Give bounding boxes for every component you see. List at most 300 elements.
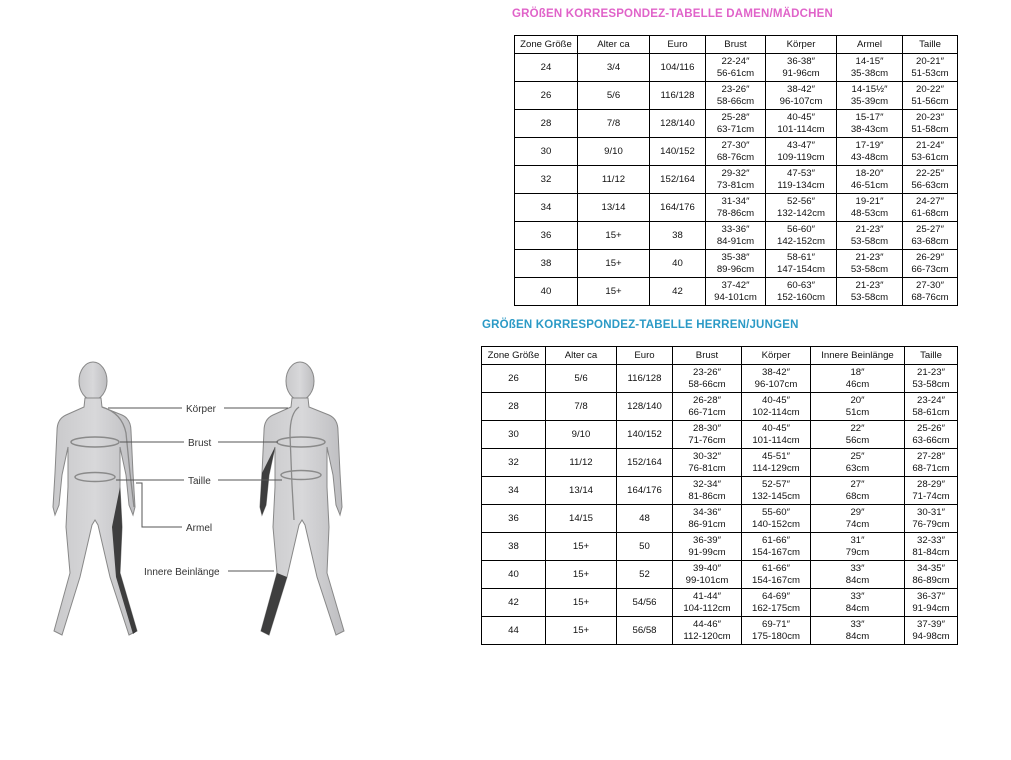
women-table-cell	[903, 250, 958, 278]
women-table-cell: 40	[650, 250, 706, 278]
value-cm: 58-66cm	[688, 378, 726, 390]
men-table-cell	[811, 561, 905, 589]
value-cm: 58-66cm	[716, 95, 755, 107]
value-cm: 84cm	[845, 630, 870, 642]
value-cm: 86-91cm	[688, 518, 726, 530]
value-inches: 26-29″	[916, 252, 944, 263]
women-table-cell: 32	[515, 166, 578, 194]
men-table-cell: 15+	[546, 589, 617, 617]
men-size-table-title: GRÖßEN KORRESPONDEZ-TABELLE HERREN/JUNGEN	[482, 319, 799, 331]
value-cm: 132-145cm	[752, 490, 800, 502]
value-inches: 37-39″	[917, 619, 945, 630]
men-table-cell	[811, 617, 905, 645]
value-cm: 51-58cm	[911, 123, 949, 135]
women-table-cell	[706, 54, 766, 82]
label-inseam: Innere Beinlänge	[144, 567, 220, 578]
measurement-figures-diagram	[38, 355, 368, 645]
men-table-cell: 34	[482, 477, 546, 505]
value-cm: 84-91cm	[716, 235, 755, 247]
women-table-cell	[837, 166, 903, 194]
value-inches: 64-69″	[762, 591, 790, 602]
table-row	[482, 365, 958, 393]
women-table-header	[515, 36, 958, 54]
women-table-cell	[903, 166, 958, 194]
value-cm: 132-142cm	[777, 207, 825, 219]
value-inches: 23-24″	[917, 395, 945, 406]
value-cm: 94-101cm	[714, 291, 757, 303]
value-inches: 34-35″	[917, 563, 945, 574]
value-inches: 25-28″	[721, 112, 750, 123]
value-inches: 23-26″	[721, 84, 750, 95]
men-table-cell: 128/140	[617, 393, 673, 421]
men-table-cell	[905, 393, 958, 421]
men-table-cell	[905, 533, 958, 561]
value-cm: 99-101cm	[685, 574, 729, 586]
women-table-cell	[706, 222, 766, 250]
value-cm: 51-53cm	[911, 67, 949, 79]
value-inches: 22-24″	[721, 56, 750, 67]
men-table-cell	[811, 421, 905, 449]
value-inches: 41-44″	[693, 591, 721, 602]
value-inches: 47-53″	[787, 168, 815, 179]
value-cm: 91-96cm	[782, 67, 820, 79]
men-table-cell: 54/56	[617, 589, 673, 617]
value-cm: 53-58cm	[850, 235, 889, 247]
value-cm: 76-79cm	[912, 518, 950, 530]
women-table-cell	[766, 222, 837, 250]
value-cm: 101-114cm	[777, 123, 825, 135]
women-table-cell	[837, 138, 903, 166]
men-table-cell	[905, 561, 958, 589]
men-table-cell: 15+	[546, 561, 617, 589]
women-table-cell: 116/128	[650, 82, 706, 110]
women-header-row	[515, 36, 958, 54]
value-inches: 29″	[850, 507, 865, 518]
women-table-cell	[766, 194, 837, 222]
value-inches: 23-26″	[693, 367, 721, 378]
value-inches: 33″	[850, 563, 865, 574]
table-row	[515, 166, 958, 194]
table-row	[482, 449, 958, 477]
value-inches: 21-23″	[855, 224, 884, 235]
label-sleeve: Armel	[186, 523, 213, 534]
value-cm: 96-107cm	[779, 95, 823, 107]
women-table-cell: 104/116	[650, 54, 706, 82]
women-table-cell	[706, 166, 766, 194]
women-table-cell	[837, 110, 903, 138]
value-inches: 40-45″	[762, 395, 790, 406]
men-table-cell	[905, 365, 958, 393]
value-inches: 29-32″	[721, 168, 750, 179]
value-inches: 33-36″	[721, 224, 750, 235]
table-row	[482, 505, 958, 533]
women-table-cell: 11/12	[578, 166, 650, 194]
men-table-cell	[742, 533, 811, 561]
table-row	[515, 194, 958, 222]
value-cm: 79cm	[845, 546, 870, 558]
men-table-cell: 5/6	[546, 365, 617, 393]
table-row	[482, 561, 958, 589]
women-table-cell	[837, 54, 903, 82]
women-table-cell: 30	[515, 138, 578, 166]
women-size-table	[514, 35, 958, 306]
men-table-cell	[742, 449, 811, 477]
value-inches: 38-42″	[787, 84, 815, 95]
women-header-cell: Euro	[650, 36, 706, 54]
value-inches: 24-27″	[916, 196, 944, 207]
value-inches: 61-66″	[762, 535, 790, 546]
value-inches: 32-34″	[693, 479, 721, 490]
men-size-table	[481, 346, 958, 645]
value-inches: 18″	[850, 367, 865, 378]
women-table-cell	[903, 110, 958, 138]
back-figure-head	[286, 362, 314, 400]
men-table-cell	[905, 421, 958, 449]
women-table-cell	[706, 110, 766, 138]
table-row	[482, 421, 958, 449]
value-inches: 27-30″	[916, 280, 944, 291]
table-row	[515, 222, 958, 250]
value-inches: 56-60″	[787, 224, 815, 235]
men-table-cell	[742, 505, 811, 533]
value-cm: 66-73cm	[911, 263, 949, 275]
value-inches: 33″	[850, 591, 865, 602]
value-inches: 36-38″	[787, 56, 815, 67]
men-table-header	[482, 347, 958, 365]
men-table-cell	[673, 589, 742, 617]
women-table-cell	[706, 82, 766, 110]
men-table-cell	[673, 617, 742, 645]
women-table-cell	[766, 54, 837, 82]
value-inches: 38-42″	[762, 367, 790, 378]
value-inches: 45-51″	[762, 451, 790, 462]
value-cm: 84cm	[845, 574, 870, 586]
value-inches: 18-20″	[855, 168, 884, 179]
front-figure	[53, 362, 137, 635]
table-row	[515, 110, 958, 138]
value-inches: 37-42″	[721, 280, 750, 291]
value-inches: 20″	[850, 395, 865, 406]
women-table-cell: 164/176	[650, 194, 706, 222]
value-inches: 61-66″	[762, 563, 790, 574]
value-inches: 14-15½″	[851, 84, 888, 95]
men-table-cell	[673, 477, 742, 505]
value-cm: 35-38cm	[850, 67, 889, 79]
value-cm: 38-43cm	[850, 123, 889, 135]
value-inches: 33″	[850, 619, 865, 630]
women-table-cell: 36	[515, 222, 578, 250]
value-cm: 61-68cm	[911, 207, 949, 219]
men-table-cell	[742, 365, 811, 393]
value-cm: 68-71cm	[912, 462, 950, 474]
women-table-cell	[837, 222, 903, 250]
label-waist: Taille	[188, 476, 211, 487]
value-inches: 27″	[850, 479, 865, 490]
table-row	[515, 278, 958, 306]
women-table-cell	[706, 278, 766, 306]
women-table-cell: 128/140	[650, 110, 706, 138]
women-table-cell	[766, 82, 837, 110]
men-table-cell: 26	[482, 365, 546, 393]
value-cm: 154-167cm	[752, 574, 800, 586]
value-inches: 31-34″	[721, 196, 750, 207]
value-cm: 109-119cm	[777, 151, 825, 163]
value-cm: 147-154cm	[777, 263, 825, 275]
men-table-cell	[673, 449, 742, 477]
men-table-cell	[673, 561, 742, 589]
men-table-cell: 140/152	[617, 421, 673, 449]
women-table-cell	[837, 194, 903, 222]
men-table-cell	[905, 477, 958, 505]
value-cm: 51cm	[845, 406, 870, 418]
women-table-cell: 34	[515, 194, 578, 222]
men-table-cell: 7/8	[546, 393, 617, 421]
men-table-cell	[811, 365, 905, 393]
women-table-cell	[706, 194, 766, 222]
value-cm: 63-68cm	[911, 235, 949, 247]
value-inches: 27-28″	[917, 451, 945, 462]
value-inches: 22-25″	[916, 168, 944, 179]
table-row	[482, 393, 958, 421]
value-cm: 71-76cm	[688, 434, 726, 446]
men-header-cell: Innere Beinlänge	[811, 347, 905, 365]
men-table-cell: 48	[617, 505, 673, 533]
value-cm: 56-63cm	[911, 179, 949, 191]
value-cm: 89-96cm	[716, 263, 755, 275]
women-table-cell	[903, 222, 958, 250]
table-row	[482, 533, 958, 561]
men-table-cell	[811, 589, 905, 617]
table-row	[482, 477, 958, 505]
women-table-cell: 7/8	[578, 110, 650, 138]
men-table-cell: 32	[482, 449, 546, 477]
women-table-cell: 42	[650, 278, 706, 306]
value-cm: 46cm	[845, 378, 870, 390]
women-table-cell	[903, 194, 958, 222]
value-cm: 104-112cm	[683, 602, 731, 614]
men-table-cell: 9/10	[546, 421, 617, 449]
value-cm: 154-167cm	[752, 546, 800, 558]
value-cm: 58-61cm	[912, 406, 950, 418]
back-figure	[260, 362, 344, 635]
women-header-cell: Körper	[766, 36, 837, 54]
value-inches: 27-30″	[721, 140, 750, 151]
value-inches: 28-29″	[917, 479, 945, 490]
women-table-cell: 38	[515, 250, 578, 278]
value-inches: 39-40″	[693, 563, 721, 574]
women-header-cell: Alter ca	[578, 36, 650, 54]
value-cm: 53-58cm	[912, 378, 950, 390]
value-cm: 91-94cm	[912, 602, 950, 614]
women-table-cell	[706, 250, 766, 278]
value-cm: 46-51cm	[850, 179, 889, 191]
men-table-cell: 152/164	[617, 449, 673, 477]
men-table-cell	[673, 365, 742, 393]
women-table-cell	[766, 278, 837, 306]
value-cm: 56cm	[845, 434, 870, 446]
men-table-cell: 11/12	[546, 449, 617, 477]
value-cm: 63-71cm	[716, 123, 755, 135]
women-table-cell	[766, 110, 837, 138]
value-inches: 60-63″	[787, 280, 815, 291]
men-header-row	[482, 347, 958, 365]
women-table-cell: 15+	[578, 278, 650, 306]
men-table-body	[482, 365, 958, 645]
value-inches: 21-24″	[916, 140, 944, 151]
men-table-cell	[673, 533, 742, 561]
value-inches: 25-27″	[916, 224, 944, 235]
value-cm: 51-56cm	[911, 95, 949, 107]
table-row	[515, 138, 958, 166]
women-header-cell: Taille	[903, 36, 958, 54]
men-table-cell: 30	[482, 421, 546, 449]
value-cm: 81-86cm	[688, 490, 726, 502]
men-table-cell: 44	[482, 617, 546, 645]
women-table-cell	[903, 278, 958, 306]
value-inches: 34-36″	[693, 507, 721, 518]
value-cm: 84cm	[845, 602, 870, 614]
value-inches: 28-30″	[693, 423, 721, 434]
women-header-cell: Brust	[706, 36, 766, 54]
value-cm: 66-71cm	[688, 406, 726, 418]
value-inches: 20-21″	[916, 56, 944, 67]
men-table-cell: 28	[482, 393, 546, 421]
value-cm: 112-120cm	[683, 630, 731, 642]
value-cm: 101-114cm	[752, 434, 800, 446]
value-cm: 81-84cm	[912, 546, 950, 558]
women-table-cell	[766, 166, 837, 194]
men-table-cell	[742, 477, 811, 505]
women-table-cell: 24	[515, 54, 578, 82]
value-inches: 20-23″	[916, 112, 944, 123]
value-cm: 142-152cm	[777, 235, 825, 247]
women-table-cell	[837, 250, 903, 278]
table-row	[515, 250, 958, 278]
women-table-cell	[903, 138, 958, 166]
men-table-cell: 40	[482, 561, 546, 589]
value-inches: 20-22″	[916, 84, 944, 95]
value-cm: 119-134cm	[777, 179, 825, 191]
men-header-cell: Brust	[673, 347, 742, 365]
men-table-cell: 38	[482, 533, 546, 561]
value-inches: 55-60″	[762, 507, 790, 518]
men-table-cell	[905, 505, 958, 533]
value-inches: 19-21″	[855, 196, 884, 207]
men-header-cell: Alter ca	[546, 347, 617, 365]
men-table-cell	[905, 449, 958, 477]
men-table-cell: 36	[482, 505, 546, 533]
women-table-body	[515, 54, 958, 306]
women-table-cell	[766, 138, 837, 166]
table-row	[482, 589, 958, 617]
women-table-cell	[903, 82, 958, 110]
value-cm: 53-58cm	[850, 263, 889, 275]
value-cm: 86-89cm	[912, 574, 950, 586]
value-inches: 52-56″	[787, 196, 815, 207]
value-cm: 56-61cm	[716, 67, 755, 79]
value-cm: 63-66cm	[912, 434, 950, 446]
men-table-cell	[673, 393, 742, 421]
value-inches: 26-28″	[693, 395, 721, 406]
value-inches: 31″	[850, 535, 865, 546]
value-cm: 74cm	[845, 518, 870, 530]
women-table-cell: 28	[515, 110, 578, 138]
men-table-cell	[811, 449, 905, 477]
table-row	[515, 54, 958, 82]
women-table-cell: 15+	[578, 250, 650, 278]
value-cm: 114-129cm	[752, 462, 800, 474]
value-inches: 44-46″	[693, 619, 721, 630]
women-header-cell: Zone Größe	[515, 36, 578, 54]
men-table-cell: 15+	[546, 533, 617, 561]
men-table-cell	[811, 477, 905, 505]
women-table-cell: 15+	[578, 222, 650, 250]
men-table-cell: 15+	[546, 617, 617, 645]
value-inches: 21-23″	[917, 367, 945, 378]
value-cm: 53-58cm	[850, 291, 889, 303]
men-table-cell: 13/14	[546, 477, 617, 505]
men-table-cell	[673, 421, 742, 449]
value-inches: 35-38″	[721, 252, 750, 263]
men-table-cell	[742, 393, 811, 421]
sleeve-leader	[136, 483, 182, 527]
women-header-cell: Armel	[837, 36, 903, 54]
value-cm: 68cm	[845, 490, 870, 502]
women-table-cell	[766, 250, 837, 278]
value-cm: 48-53cm	[850, 207, 889, 219]
value-inches: 25″	[850, 451, 865, 462]
value-inches: 52-57″	[762, 479, 790, 490]
value-inches: 43-47″	[787, 140, 815, 151]
value-cm: 63cm	[845, 462, 870, 474]
men-table-cell	[742, 589, 811, 617]
value-inches: 40-45″	[787, 112, 815, 123]
value-inches: 17-19″	[855, 140, 884, 151]
women-table-cell: 13/14	[578, 194, 650, 222]
men-table-cell: 42	[482, 589, 546, 617]
value-cm: 140-152cm	[752, 518, 800, 530]
value-inches: 21-23″	[855, 280, 884, 291]
label-chest: Brust	[188, 438, 212, 449]
value-cm: 175-180cm	[752, 630, 800, 642]
men-table-cell	[673, 505, 742, 533]
men-table-cell	[742, 421, 811, 449]
value-inches: 36-37″	[917, 591, 945, 602]
women-table-cell: 26	[515, 82, 578, 110]
value-cm: 162-175cm	[752, 602, 800, 614]
men-table-cell: 116/128	[617, 365, 673, 393]
front-figure-head	[79, 362, 107, 400]
value-inches: 36-39″	[693, 535, 721, 546]
value-cm: 96-107cm	[754, 378, 798, 390]
women-size-table-title: GRÖßEN KORRESPONDEZ-TABELLE DAMEN/MÄDCHEN	[512, 8, 834, 20]
table-row	[515, 82, 958, 110]
value-inches: 21-23″	[855, 252, 884, 263]
value-cm: 76-81cm	[688, 462, 726, 474]
men-table-cell: 56/58	[617, 617, 673, 645]
women-table-cell	[837, 82, 903, 110]
men-table-cell	[811, 533, 905, 561]
value-cm: 94-98cm	[912, 630, 950, 642]
men-table-cell: 164/176	[617, 477, 673, 505]
value-inches: 40-45″	[762, 423, 790, 434]
men-table-cell: 14/15	[546, 505, 617, 533]
value-cm: 68-76cm	[716, 151, 755, 163]
women-table-cell: 9/10	[578, 138, 650, 166]
value-inches: 30-32″	[693, 451, 721, 462]
men-table-cell	[742, 561, 811, 589]
value-cm: 43-48cm	[850, 151, 889, 163]
